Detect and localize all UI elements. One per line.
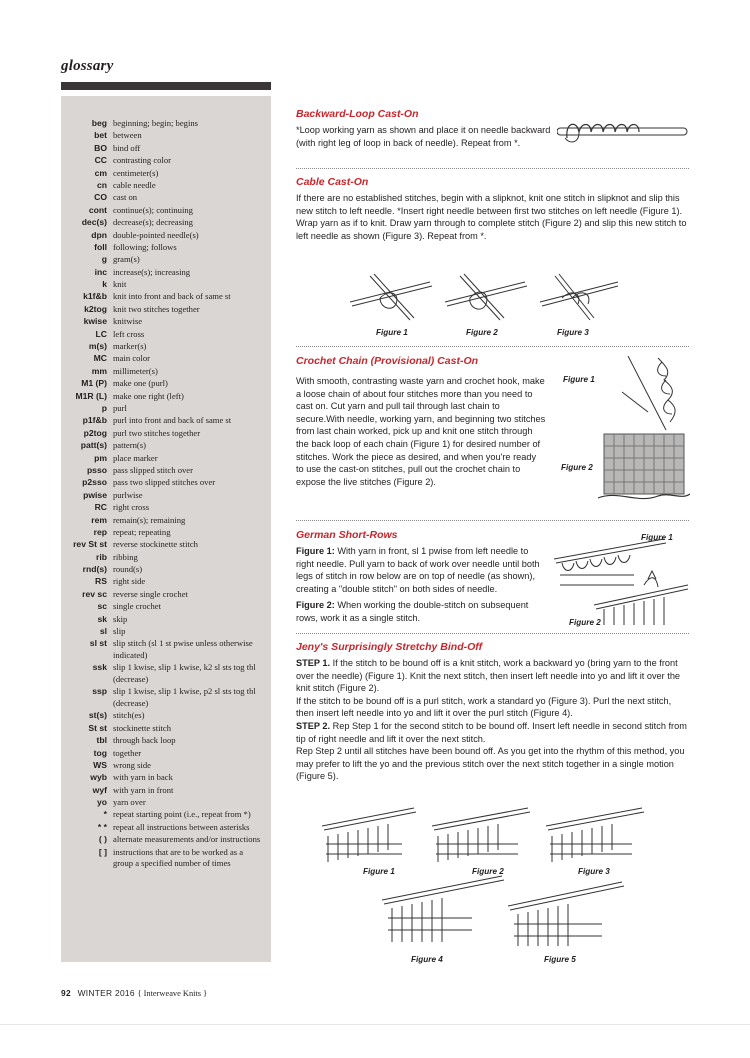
glossary-definition: right cross — [113, 502, 150, 513]
glossary-entry — [61, 279, 271, 291]
glossary-term: LC — [95, 328, 107, 339]
glossary-entry — [61, 440, 271, 452]
glossary-entry — [61, 834, 271, 846]
crochet-chain-figure-1 — [618, 352, 688, 432]
glossary-definition: repeat all instructions between asterisks — [113, 821, 250, 832]
issue-label: WINTER 2016 — [77, 988, 135, 998]
glossary-term: CC — [94, 155, 107, 166]
glossary-definition: right side — [113, 576, 146, 587]
glossary-definition: repeat starting point (i.e., repeat from *) — [113, 809, 251, 820]
glossary-definition: single crochet — [113, 601, 161, 612]
glossary-term: rnd(s) — [82, 564, 107, 575]
glossary-definition: make one right (left) — [113, 390, 184, 401]
paragraph: Rep Step 1 for the second stitch to be bound off. Insert left needle in second stitch from tip of right needle and lift it over the next stitch. — [296, 720, 687, 744]
glossary-definition: stockinette stitch — [113, 722, 171, 733]
glossary-definition: slip 1 kwise, slip 1 kwise, k2 sl sts tog tbl (decrease) — [113, 662, 256, 684]
figure-ref: Figure 1: — [296, 546, 335, 556]
glossary-entry — [61, 638, 271, 661]
glossary-entry — [61, 155, 271, 167]
glossary-entry — [61, 748, 271, 760]
glossary-definition: following; follows — [113, 241, 177, 252]
glossary-definition: knit two stitches together — [113, 303, 200, 314]
paragraph: If the stitch to be bound off is a knit stitch, work a backward yo (bring yarn to the front over the needle) (Figure 1). Knit the next stitch, then insert left needle into yo and lift it over the knit stitch (Figure 2). — [296, 658, 681, 694]
section-title: Cable Cast-On — [296, 176, 369, 188]
glossary-term: rev sc — [82, 588, 107, 599]
glossary-term: sl st — [89, 638, 107, 649]
bottom-rule — [0, 1024, 750, 1025]
glossary-definition: purl two stitches together — [113, 427, 201, 438]
glossary-definition: together — [113, 747, 142, 758]
glossary-term: * * — [97, 821, 107, 832]
glossary-entry — [61, 614, 271, 626]
glossary-term: rem — [91, 514, 107, 525]
glossary-entry — [61, 242, 271, 254]
glossary-term: pwise — [83, 489, 107, 500]
cable-cast-on-illustration — [350, 268, 620, 324]
glossary-entry — [61, 527, 271, 539]
glossary-entry — [61, 403, 271, 415]
glossary-definition: decrease(s); decreasing — [113, 217, 193, 228]
glossary-term: m(s) — [88, 341, 107, 352]
glossary-definition: between — [113, 130, 142, 141]
glossary-entry — [61, 576, 271, 588]
glossary-definition: skip — [113, 613, 128, 624]
glossary-term: patt(s) — [80, 440, 107, 451]
glossary-entry — [61, 589, 271, 601]
glossary-entry — [61, 564, 271, 576]
glossary-entry — [61, 378, 271, 390]
jeny-bind-off-section — [296, 641, 689, 783]
cable-cast-on-section — [296, 176, 689, 242]
page-title: glossary — [61, 58, 114, 74]
glossary-definition: gram(s) — [113, 254, 140, 265]
glossary-definition: marker(s) — [113, 341, 147, 352]
glossary-definition: purlwise — [113, 489, 143, 500]
glossary-entry — [61, 291, 271, 303]
glossary-term: rev St st — [73, 539, 107, 550]
section-title: German Short-Rows — [296, 529, 398, 541]
glossary-term: sc — [97, 601, 107, 612]
glossary-definition: yarn over — [113, 797, 146, 808]
glossary-definition: with yarn in back — [113, 772, 173, 783]
glossary-term: M1R (L) — [75, 390, 107, 401]
glossary-entry — [61, 304, 271, 316]
glossary-term: p2tog — [83, 427, 107, 438]
title-rule — [61, 82, 271, 90]
glossary-definition: centimeter(s) — [113, 167, 159, 178]
glossary-entry — [61, 341, 271, 353]
glossary-entry — [61, 254, 271, 266]
glossary-definition: wrong side — [113, 759, 151, 770]
glossary-definition: millimeter(s) — [113, 365, 158, 376]
glossary-definition: slip 1 kwise, slip 1 kwise, p2 sl sts tog tbl (decrease) — [113, 686, 256, 708]
glossary-definition: slip — [113, 626, 126, 637]
glossary-entry — [61, 686, 271, 709]
glossary-definition: place marker — [113, 452, 158, 463]
glossary-term: wyf — [92, 784, 107, 795]
glossary-term: dec(s) — [81, 217, 107, 228]
glossary-entry — [61, 785, 271, 797]
figure-ref: Figure 2: — [296, 600, 335, 611]
glossary-term: cn — [96, 179, 107, 190]
glossary-entry — [61, 366, 271, 378]
glossary-definition: bind off — [113, 142, 141, 153]
glossary-entry — [61, 415, 271, 427]
figure-caption: Figure 1 — [363, 867, 395, 876]
glossary-definition: reverse single crochet — [113, 588, 188, 599]
glossary-entry — [61, 502, 271, 514]
glossary-entry — [61, 760, 271, 772]
figure-caption: Figure 2 — [569, 618, 601, 627]
glossary-term: rep — [93, 526, 107, 537]
glossary-term: cont — [88, 204, 107, 215]
glossary-entry — [61, 735, 271, 747]
glossary-term: rib — [96, 551, 107, 562]
figure-caption: Figure 1 — [641, 533, 673, 542]
glossary-entry — [61, 490, 271, 502]
glossary-term: RC — [94, 502, 107, 513]
figure-caption: Figure 2 — [472, 867, 504, 876]
crochet-chain-figure-2 — [598, 428, 690, 506]
glossary-definition: cable needle — [113, 179, 156, 190]
figure-caption: Figure 4 — [411, 955, 443, 964]
glossary-definition: cast on — [113, 192, 138, 203]
section-title: Jeny's Surprisingly Stretchy Bind-Off — [296, 641, 483, 653]
glossary-definition: pass two slipped stitches over — [113, 477, 216, 488]
backward-loop-illustration — [557, 114, 692, 154]
glossary-definition: instructions that are to be worked as a group a specified number of times — [113, 846, 244, 869]
glossary-definition: reverse stockinette stitch — [113, 539, 198, 550]
glossary-definition: pattern(s) — [113, 440, 146, 451]
glossary-entry — [61, 465, 271, 477]
glossary-definition: purl — [113, 402, 127, 413]
glossary-entry — [61, 626, 271, 638]
glossary-term: kwise — [83, 316, 107, 327]
glossary-term: CO — [94, 192, 107, 203]
glossary-entry — [61, 662, 271, 685]
glossary-term: RS — [95, 576, 107, 587]
paragraph: With yarn in front, sl 1 pwise from left needle to right needle. Pull yarn to back of work over needle until both legs of stitch in row below are on top of needle (as shown), creating a "double stitch" on both sides of needle. — [296, 546, 540, 594]
glossary-term: tog — [93, 747, 107, 758]
glossary-entry — [61, 230, 271, 242]
glossary-term: g — [101, 254, 107, 265]
glossary-term: p — [101, 402, 107, 413]
section-title: Backward-Loop Cast-On — [296, 108, 419, 120]
glossary-entry — [61, 428, 271, 440]
glossary-entry — [61, 143, 271, 155]
glossary-entry — [61, 316, 271, 328]
glossary-definition: contrasting color — [113, 155, 171, 166]
glossary-term: beg — [91, 118, 107, 128]
glossary-definition: slip stitch (sl 1 st pwise unless otherwise indicated) — [113, 638, 253, 660]
glossary-entry — [61, 515, 271, 527]
glossary-entry — [61, 391, 271, 403]
glossary-term: BO — [94, 142, 107, 153]
glossary-term: St st — [88, 722, 107, 733]
glossary-term: sl — [99, 626, 107, 637]
glossary-term: psso — [86, 464, 107, 475]
glossary-entry — [61, 192, 271, 204]
paragraph: Rep Step 2 until all stitches have been bound off. As you get into the rhythm of this method, you may prefer to lift the yo and the previous stitch over the next stitch together in a single motion (Figure 5). — [296, 746, 685, 782]
glossary-definition: knit into front and back of same st — [113, 291, 231, 302]
glossary-term: dpn — [91, 229, 107, 240]
glossary-definition: left cross — [113, 328, 145, 339]
glossary-definition: through back loop — [113, 735, 176, 746]
glossary-entry — [61, 539, 271, 551]
glossary-entry — [61, 168, 271, 180]
glossary-definition: alternate measurements and/or instructions — [113, 834, 261, 845]
step-label: STEP 2. — [296, 720, 331, 731]
glossary-entry — [61, 710, 271, 722]
glossary-definition: stitch(es) — [113, 710, 145, 721]
glossary-entry — [61, 453, 271, 465]
glossary-definition: double-pointed needle(s) — [113, 229, 199, 240]
page-number: 92 — [61, 988, 71, 998]
glossary-term: k — [102, 279, 107, 290]
glossary-definition: with yarn in front — [113, 784, 174, 795]
glossary-term: ssk — [92, 662, 107, 673]
glossary-entry — [61, 822, 271, 834]
glossary-entry — [61, 723, 271, 735]
glossary-term: sk — [97, 613, 107, 624]
glossary-list — [61, 118, 271, 871]
glossary-definition: main color — [113, 353, 150, 364]
glossary-term: [ ] — [98, 846, 107, 857]
glossary-term: k1f&b — [83, 291, 107, 302]
glossary-entry — [61, 329, 271, 341]
glossary-definition: repeat; repeating — [113, 526, 171, 537]
publication-name: { Interweave Knits } — [137, 989, 208, 998]
glossary-term: tbl — [96, 735, 107, 746]
glossary-term: bet — [94, 130, 107, 141]
page-footer — [61, 988, 207, 998]
section-divider — [296, 168, 689, 169]
glossary-definition: pass slipped stitch over — [113, 464, 193, 475]
section-body: *Loop working yarn as shown and place it on needle backward (with right leg of loop in back of needle). Repeat from *. — [296, 125, 551, 148]
figure-caption: Figure 2 — [561, 463, 593, 472]
glossary-entry — [61, 772, 271, 784]
glossary-term: cm — [94, 167, 107, 178]
figure-caption: Figure 2 — [466, 328, 498, 337]
figure-caption: Figure 5 — [544, 955, 576, 964]
glossary-definition: ribbing — [113, 551, 138, 562]
section-divider — [296, 633, 689, 634]
glossary-entry — [61, 118, 271, 130]
glossary-definition: continue(s); continuing — [113, 204, 193, 215]
figure-caption: Figure 3 — [557, 328, 589, 337]
glossary-term: k2tog — [84, 303, 107, 314]
glossary-entry — [61, 477, 271, 489]
glossary-term: M1 (P) — [81, 378, 107, 389]
glossary-term: ( ) — [98, 834, 107, 845]
paragraph: When working the double-stitch on subsequent rows, work it as a single stitch. — [296, 600, 529, 623]
glossary-term: st(s) — [88, 710, 107, 721]
glossary-term: pm — [94, 452, 107, 463]
glossary-entry — [61, 217, 271, 229]
glossary-definition: beginning; begin; begins — [113, 118, 198, 128]
glossary-definition: round(s) — [113, 564, 143, 575]
section-title: Crochet Chain (Provisional) Cast-On — [296, 355, 479, 367]
paragraph: If the stitch to be bound off is a purl stitch, work a standard yo (Figure 3). Purl the next stitch, then insert left needle into yo and lift it over the purl stitch (Figure 4). — [296, 695, 672, 719]
glossary-term: WS — [93, 759, 107, 770]
glossary-definition: increase(s); increasing — [113, 266, 191, 277]
glossary-definition: make one (purl) — [113, 378, 168, 389]
glossary-definition: knit — [113, 279, 127, 290]
glossary-term: p1f&b — [82, 415, 107, 426]
glossary-entry — [61, 601, 271, 613]
glossary-entry — [61, 847, 271, 870]
glossary-entry — [61, 205, 271, 217]
glossary-definition: remain(s); remaining — [113, 514, 186, 525]
glossary-term: wyb — [90, 772, 107, 783]
glossary-term: MC — [93, 353, 107, 364]
section-divider — [296, 346, 689, 347]
glossary-term: ssp — [92, 686, 107, 697]
glossary-term: yo — [96, 797, 107, 808]
step-label: STEP 1. — [296, 658, 331, 668]
glossary-entry — [61, 797, 271, 809]
glossary-entry — [61, 809, 271, 821]
glossary-term: p2sso — [82, 477, 107, 488]
section-body: If there are no established stitches, begin with a slipknot, knit one stitch in slipknot and slip this new stitch to left needle. *Insert right needle between first two stitches on left needle (Figure 1). Wrap yarn as if to knit. Draw yarn through to complete stitch (Figure 2) and slip this new stitch to left needle as shown (Figure 3). Repeat from *. — [296, 193, 687, 241]
glossary-definition: purl into front and back of same st — [113, 415, 232, 426]
section-body: With smooth, contrasting waste yarn and crochet hook, make a loose chain of about four stitches more than you need to cast on. Cut yarn and pull tail through last chain to secure.With needle, working yarn, and beginning two stitches from last chain worked, pick up and knit one stitch through the back loop of each chain (Figure 1) for desired number of stitches. Work the piece as desired, and when you're ready to use the cast-on stitches, pull out the crochet chain to expose the live stitches (Figure 2). — [296, 376, 546, 487]
figure-caption: Figure 3 — [578, 867, 610, 876]
glossary-entry — [61, 267, 271, 279]
glossary-entry — [61, 180, 271, 192]
figure-caption: Figure 1 — [376, 328, 408, 337]
glossary-definition: knitwise — [113, 316, 143, 327]
glossary-term: * — [103, 809, 107, 820]
glossary-entry — [61, 353, 271, 365]
glossary-entry — [61, 130, 271, 142]
glossary-term: foll — [94, 241, 107, 252]
glossary-entry — [61, 552, 271, 564]
glossary-term: mm — [91, 365, 107, 376]
glossary-term: inc — [94, 266, 107, 277]
figure-caption: Figure 1 — [563, 375, 595, 384]
section-divider — [296, 520, 689, 521]
